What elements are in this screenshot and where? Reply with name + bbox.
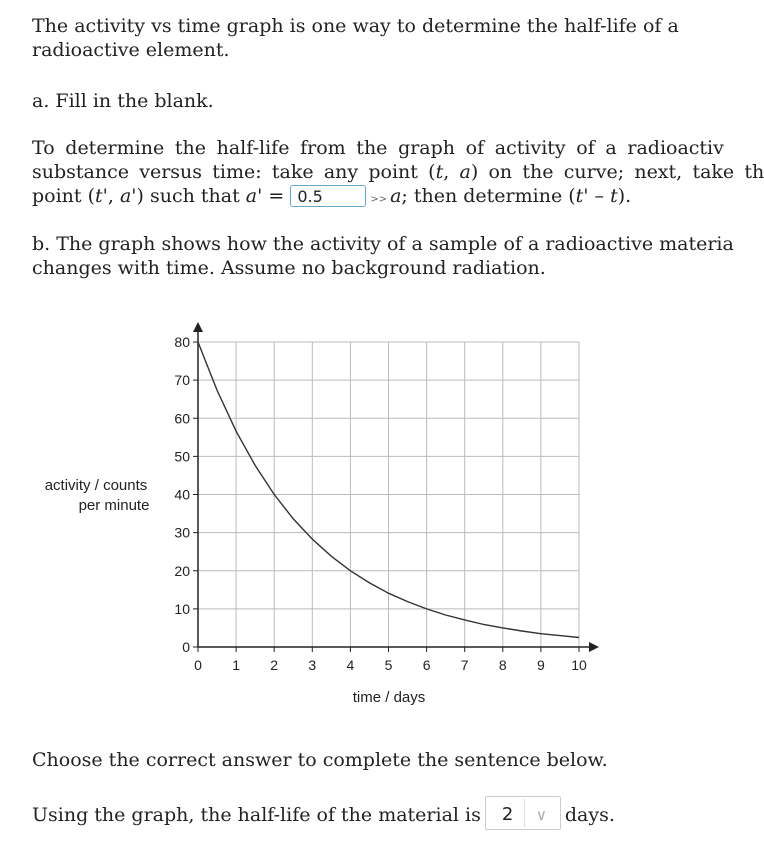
y-tick-label: 0	[182, 639, 190, 655]
x-tick-label: 6	[422, 657, 431, 673]
y-tick-label: 70	[174, 372, 190, 389]
intro-text	[32, 14, 679, 62]
x-tick-label: 7	[460, 657, 469, 673]
question-prompt: Choose the correct answer to complete the sentence below.	[32, 749, 608, 771]
y-axis-label-line-2: per minute	[78, 497, 150, 514]
part-a-line-3: point (t', a') such that a' = 0.5 >> a; then determine (t' – t).	[32, 185, 632, 207]
y-tick-label: 30	[174, 524, 190, 541]
x-tick-label: 10	[571, 657, 587, 673]
part-a-line-1: To determine the half-life from the graph of activity of a radioactiv	[32, 137, 724, 159]
y-axis-arrow-icon	[193, 322, 203, 332]
dropdown-selected-value: 2	[501, 804, 514, 825]
question-sentence: Using the graph, the half-life of the material is 2 ∨ days.	[32, 802, 615, 830]
x-tick-label: 5	[384, 657, 393, 673]
x-tick-label: 0	[194, 657, 202, 673]
y-tick-label: 40	[174, 486, 190, 503]
part-a-heading: a. Fill in the blank.	[32, 90, 214, 112]
y-tick-label: 80	[174, 334, 190, 350]
chevron-icon: >>	[370, 194, 388, 205]
x-tick-label: 8	[498, 657, 507, 673]
x-tick-label: 1	[232, 657, 240, 673]
part-b-text	[32, 232, 734, 280]
chevron-down-icon[interactable]: ∨	[535, 806, 547, 824]
intro-line-2: radioactive element.	[32, 39, 230, 61]
part-a-line-2: substance versus time: take any point (t, a) on the curve; next, take th	[32, 161, 764, 183]
y-tick-label: 60	[174, 410, 190, 427]
x-tick-label: 4	[346, 657, 355, 673]
fraction-answer-input[interactable]: 0.5	[290, 185, 366, 207]
half-life-dropdown[interactable]	[485, 796, 561, 830]
chart-grid	[198, 342, 579, 647]
y-axis-label-line-1: activity / counts	[44, 477, 148, 494]
x-tick-label: 2	[270, 657, 279, 673]
x-axis-label: time / days	[352, 689, 426, 706]
x-tick-label: 3	[308, 657, 317, 673]
part-b-line-2: changes with time. Assume no background radiation.	[32, 257, 546, 279]
part-a-instructions	[32, 136, 764, 212]
x-axis-arrow-icon	[589, 642, 599, 652]
intro-line-1: The activity vs time graph is one way to determine the half-life of a	[32, 15, 679, 37]
y-tick-label: 20	[174, 562, 190, 579]
dropdown-divider	[524, 799, 525, 827]
x-tick-label: 9	[537, 657, 545, 673]
y-tick-label: 10	[174, 600, 190, 617]
y-tick-label: 50	[174, 448, 190, 465]
activity-time-chart	[0, 300, 731, 720]
chart-axes	[193, 322, 599, 652]
part-b-line-1: b. The graph shows how the activity of a sample of a radioactive materia	[32, 233, 734, 255]
